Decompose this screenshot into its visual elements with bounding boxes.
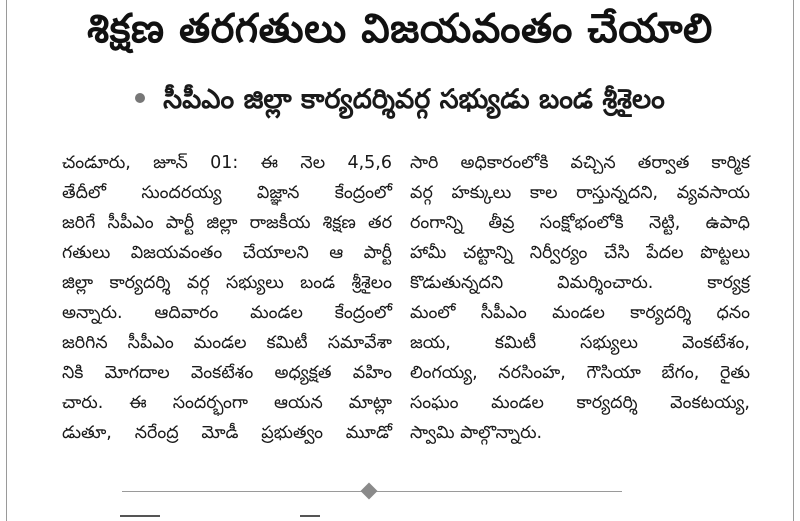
cutoff-stroke bbox=[300, 515, 320, 517]
text-line: తేదీలో సుందరయ్య విజ్ఞాన కేంద్రంలో bbox=[62, 183, 392, 203]
text-line: కొడుతున్నదని విమర్శించారు. కార్యక్ర bbox=[410, 273, 750, 293]
cutoff-next-article bbox=[0, 510, 800, 521]
text-line: సారి అధికారంలోకి వచ్చిన తర్వాత కార్మిక bbox=[410, 153, 750, 173]
text-line: అన్నారు. ఆదివారం మండల కేంద్రంలో bbox=[62, 303, 392, 323]
text-line: హామీ చట్టాన్ని నిర్వీర్యం చేసి పేదల పొట్టలు bbox=[410, 243, 750, 263]
subheadline-text: సీపీఎం జిల్లా కార్యదర్శివర్గ సభ్యుడు బండ శ్రీశైలం bbox=[163, 84, 665, 115]
text-line: జయ, కమిటీ సభ్యులు వెంకటేశం, bbox=[410, 333, 750, 353]
text-line: స్వామి పాల్గొన్నారు. bbox=[410, 423, 543, 443]
text-line: రంగాన్ని తీవ్ర సంక్షోభంలోకి నెట్టి, ఉపాధి bbox=[410, 213, 750, 233]
text-line: జరిగే సీపీఎం పార్టీ జిల్లా రాజకీయ శిక్షణ తర bbox=[62, 213, 392, 233]
cutoff-stroke bbox=[120, 515, 160, 517]
text-line: నికి మోగదాల వెంకటేశం అధ్యక్షత వహిం bbox=[62, 363, 392, 383]
bullet-icon bbox=[135, 93, 145, 103]
headline: శిక్షణ తరగతులు విజయవంతం చేయాలి bbox=[87, 6, 713, 52]
text-line: చండూరు, జూన్ 01: ఈ నెల 4,5,6 bbox=[62, 153, 392, 173]
left-column bbox=[62, 148, 392, 448]
text-line: సంఘం మండల కార్యదర్శి వెంకటయ్య, bbox=[410, 393, 750, 413]
subheadline bbox=[0, 84, 800, 122]
text-line: చారు. ఈ సందర్భంగా ఆయన మాట్లా bbox=[62, 393, 392, 413]
text-line: లింగయ్య, నరసింహ, గౌసియా బేగం, రైతు bbox=[410, 363, 750, 383]
text-line: జిల్లా కార్యదర్శి వర్గ సభ్యులు బండ శ్రీశైలం bbox=[62, 273, 392, 293]
text-line: మంలో సీపీఎం మండల కార్యదర్శి ధనం bbox=[410, 303, 750, 323]
text-line: జరిగిన సీపీఎం మండల కమిటీ సమావేశా bbox=[62, 333, 392, 353]
text-line: గతులు విజయవంతం చేయాలని ఆ పార్టీ bbox=[62, 243, 392, 263]
right-column bbox=[410, 148, 750, 448]
text-line: వర్గ హక్కులు కాల రాస్తున్నదని, వ్యవసాయ bbox=[410, 183, 750, 203]
text-line: డుతూ, నరేంద్ర మోడీ ప్రభుత్వం మూడో bbox=[62, 423, 392, 443]
